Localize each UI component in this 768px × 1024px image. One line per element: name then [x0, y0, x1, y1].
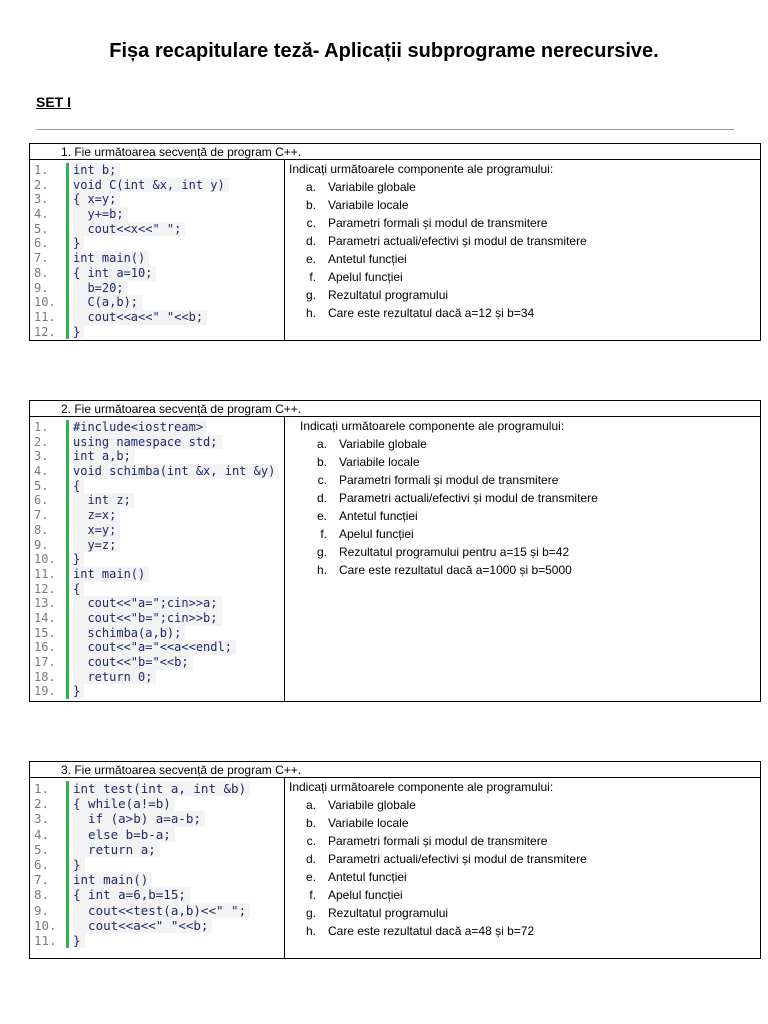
line-number: 5.	[34, 478, 49, 493]
code-line	[34, 781, 250, 796]
code-line	[34, 567, 279, 582]
item-letter: b.	[316, 455, 327, 469]
code-text: #include<iostream>	[73, 420, 207, 435]
line-number: 11.	[34, 309, 56, 324]
gutter-bar	[66, 222, 69, 237]
item-text: Variabile locale	[339, 455, 420, 469]
line-number: 14.	[34, 610, 56, 625]
code-line	[34, 933, 250, 948]
code-line	[34, 281, 229, 296]
item-text: Parametri formali și modul de transmitere	[328, 834, 548, 848]
question-block	[289, 161, 587, 322]
code-text: schimba(a,b);	[73, 626, 185, 641]
code-line	[34, 611, 279, 626]
code-line	[34, 842, 250, 857]
item-letter: e.	[305, 252, 316, 266]
code-text: y+=b;	[73, 207, 128, 222]
code-line	[34, 796, 250, 811]
question-list	[289, 178, 587, 322]
code-line	[34, 903, 250, 918]
line-number: 9.	[34, 280, 49, 295]
item-text: Antetul funcției	[328, 252, 407, 266]
item-letter: c.	[306, 834, 316, 848]
line-number: 7.	[34, 508, 49, 523]
item-letter: a.	[305, 798, 316, 812]
gutter-bar	[66, 420, 69, 435]
code-text: int main()	[73, 567, 149, 582]
question-item	[289, 286, 587, 304]
question-item	[289, 886, 587, 904]
item-letter: h.	[305, 306, 316, 320]
code-text: else b=b-a;	[73, 827, 175, 842]
code-line	[34, 918, 250, 933]
code-text: cout<<"b=";cin>>b;	[73, 611, 222, 626]
code-text: cout<<a<<" "<<b;	[73, 310, 207, 325]
code-text: { int a=6,b=15;	[73, 887, 190, 902]
question-item	[289, 868, 587, 886]
code-line	[34, 582, 279, 597]
code-text: { while(a!=b)	[73, 796, 175, 811]
code-line	[34, 626, 279, 641]
code-line	[34, 163, 229, 178]
line-number: 10.	[34, 552, 56, 567]
item-letter: d.	[316, 491, 327, 505]
code-text: if (a>b) a=a-b;	[73, 811, 205, 826]
exercise-header: 1. Fie următoarea secvență de program C++.	[30, 144, 760, 160]
gutter-bar	[66, 192, 69, 207]
line-number: 7.	[34, 251, 49, 266]
line-number: 1.	[34, 781, 50, 796]
gutter-bar	[66, 552, 69, 567]
code-line	[34, 266, 229, 281]
question-item	[289, 832, 587, 850]
item-text: Variabile locale	[328, 198, 409, 212]
gutter-bar	[66, 493, 69, 508]
code-line	[34, 596, 279, 611]
gutter-bar	[66, 670, 69, 685]
code-text: return a;	[73, 842, 160, 857]
gutter-bar	[66, 626, 69, 641]
exercise-body	[30, 778, 760, 958]
gutter-bar	[66, 236, 69, 251]
code-line	[34, 295, 229, 310]
code-line	[34, 640, 279, 655]
gutter-bar	[66, 163, 69, 178]
line-number: 8.	[34, 522, 49, 537]
item-letter: g.	[305, 906, 316, 920]
code-text: int main()	[73, 872, 152, 887]
gutter-bar	[66, 310, 69, 325]
line-number: 4.	[34, 826, 50, 842]
gutter-bar	[66, 479, 69, 494]
code-line	[34, 538, 279, 553]
item-text: Antetul funcției	[328, 870, 407, 884]
line-number: 3.	[34, 449, 49, 464]
item-text: Care este rezultatul dacă a=48 și b=72	[328, 924, 535, 938]
question-item	[289, 178, 587, 196]
line-number: 2.	[34, 177, 49, 192]
line-number: 6.	[34, 856, 50, 872]
gutter-bar	[66, 567, 69, 582]
question-item	[300, 507, 598, 525]
item-letter: h.	[316, 563, 327, 577]
code-text: cout<<"a=";cin>>a;	[73, 596, 222, 611]
code-text: {	[73, 479, 84, 494]
code-line	[34, 310, 229, 325]
question-lead: Indicați următoarele componente ale programului:	[300, 419, 565, 433]
exercise-header: 2. Fie următoarea secvență de program C++.	[30, 401, 760, 417]
item-letter: d.	[305, 852, 316, 866]
code-text: {	[73, 582, 84, 597]
item-letter: e.	[316, 509, 327, 523]
line-number: 3.	[34, 192, 49, 207]
exercise-body	[30, 160, 760, 340]
gutter-bar	[66, 464, 69, 479]
column-divider	[284, 417, 285, 701]
item-letter: f.	[309, 270, 316, 284]
item-text: Variabile locale	[328, 816, 409, 830]
question-item	[289, 304, 587, 322]
line-number: 9.	[34, 902, 50, 918]
code-listing	[34, 163, 229, 339]
code-text: using namespace std;	[73, 435, 222, 450]
code-line	[34, 449, 279, 464]
code-listing	[34, 420, 279, 699]
item-text: Parametri formali și modul de transmitere	[339, 473, 559, 487]
question-list	[289, 796, 587, 940]
line-number: 8.	[34, 887, 50, 903]
item-letter: b.	[305, 198, 316, 212]
gutter-bar	[66, 918, 69, 933]
code-text: }	[73, 857, 85, 872]
code-text: }	[73, 684, 84, 699]
code-text: b=20;	[73, 281, 128, 296]
question-item	[289, 922, 587, 940]
code-text: cout<<x<<" ";	[73, 222, 185, 237]
code-line	[34, 872, 250, 887]
gutter-bar	[66, 207, 69, 222]
gutter-bar	[66, 251, 69, 266]
code-text: int main()	[73, 251, 149, 266]
code-line	[34, 325, 229, 340]
code-line	[34, 464, 279, 479]
question-lead: Indicați următoarele componente ale programului:	[289, 162, 554, 176]
line-number: 6.	[34, 493, 49, 508]
gutter-bar	[66, 582, 69, 597]
question-list	[300, 435, 598, 579]
code-line	[34, 420, 279, 435]
question-item	[289, 214, 587, 232]
item-text: Parametri actuali/efectivi și modul de transmitere	[328, 852, 587, 866]
code-text: C(a,b);	[73, 295, 142, 310]
line-number: 1.	[34, 163, 49, 177]
question-lead: Indicați următoarele componente ale programului:	[289, 780, 554, 794]
line-number: 12.	[34, 324, 56, 339]
code-text: cout<<"b="<<b;	[73, 655, 193, 670]
item-letter: a.	[316, 437, 327, 451]
code-text: x=y;	[73, 523, 120, 538]
question-item	[289, 904, 587, 922]
question-item	[300, 525, 598, 543]
set-label: SET I	[36, 94, 72, 110]
question-item	[300, 453, 598, 471]
exercise-1	[29, 143, 761, 341]
item-letter: h.	[305, 924, 316, 938]
item-letter: g.	[305, 288, 316, 302]
exercise-3	[29, 761, 761, 959]
code-line	[34, 251, 229, 266]
gutter-bar	[66, 903, 69, 918]
line-number: 15.	[34, 625, 56, 640]
code-line	[34, 479, 279, 494]
line-number: 10.	[34, 917, 57, 933]
item-letter: f.	[320, 527, 327, 541]
item-letter: d.	[305, 234, 316, 248]
code-line	[34, 857, 250, 872]
code-line	[34, 435, 279, 450]
code-line	[34, 192, 229, 207]
exercise-body	[30, 417, 760, 701]
line-number: 9.	[34, 537, 49, 552]
item-text: Rezultatul programului	[328, 288, 449, 302]
gutter-bar	[66, 781, 69, 796]
question-item	[300, 543, 598, 561]
gutter-bar	[66, 266, 69, 281]
gutter-bar	[66, 325, 69, 340]
gutter-bar	[66, 538, 69, 553]
code-line	[34, 493, 279, 508]
item-text: Variabile globale	[328, 180, 416, 194]
gutter-bar	[66, 684, 69, 699]
line-number: 5.	[34, 841, 50, 857]
item-text: Care este rezultatul dacă a=12 și b=34	[328, 306, 535, 320]
line-number: 18.	[34, 669, 56, 684]
page-title: Fișa recapitulare teză- Aplicații subprograme nerecursive.	[109, 40, 659, 62]
item-letter: f.	[309, 888, 316, 902]
question-item	[300, 489, 598, 507]
line-number: 16.	[34, 640, 56, 655]
gutter-bar	[66, 655, 69, 670]
code-text: { x=y;	[73, 192, 120, 207]
gutter-bar	[66, 857, 69, 872]
code-line	[34, 670, 279, 685]
line-number: 19.	[34, 684, 56, 699]
code-listing	[34, 781, 250, 948]
item-text: Antetul funcției	[339, 509, 418, 523]
item-text: Rezultatul programului pentru a=15 și b=42	[339, 545, 570, 559]
code-text: int z;	[73, 493, 135, 508]
question-item	[289, 268, 587, 286]
gutter-bar	[66, 872, 69, 887]
line-number: 17.	[34, 655, 56, 669]
code-line	[34, 222, 229, 237]
code-line	[34, 236, 229, 251]
item-letter: c.	[306, 216, 316, 230]
line-number: 2.	[34, 796, 50, 812]
gutter-bar	[66, 811, 69, 826]
code-line	[34, 827, 250, 842]
line-number: 6.	[34, 236, 49, 251]
line-number: 4.	[34, 207, 49, 222]
code-line	[34, 523, 279, 538]
gutter-bar	[66, 596, 69, 611]
code-text: }	[73, 236, 84, 251]
code-line	[34, 684, 279, 699]
code-text: int b;	[73, 163, 120, 178]
item-letter: a.	[305, 180, 316, 194]
item-letter: b.	[305, 816, 316, 830]
code-line	[34, 887, 250, 902]
gutter-bar	[66, 449, 69, 464]
code-line	[34, 178, 229, 193]
item-text: Parametri actuali/efectivi și modul de transmitere	[339, 491, 598, 505]
code-line	[34, 811, 250, 826]
question-item	[289, 196, 587, 214]
item-text: Apelul funcției	[339, 527, 414, 541]
line-number: 10.	[34, 295, 56, 310]
question-block	[300, 418, 598, 579]
gutter-bar	[66, 281, 69, 296]
code-text: void schimba(int &x, int &y)	[73, 464, 279, 479]
column-divider	[284, 160, 285, 340]
item-text: Rezultatul programului	[328, 906, 449, 920]
code-text: z=x;	[73, 508, 120, 523]
code-line	[34, 552, 279, 567]
question-item	[300, 435, 598, 453]
code-text: cout<<a<<" "<<b;	[73, 918, 212, 933]
code-line	[34, 207, 229, 222]
code-text: { int a=10;	[73, 266, 156, 281]
question-item	[300, 561, 598, 579]
gutter-bar	[66, 178, 69, 193]
item-text: Variabile globale	[339, 437, 427, 451]
item-text: Variabile globale	[328, 798, 416, 812]
gutter-bar	[66, 933, 69, 948]
gutter-bar	[66, 842, 69, 857]
gutter-bar	[66, 295, 69, 310]
line-number: 1.	[34, 420, 49, 434]
line-number: 2.	[34, 434, 49, 449]
code-text: int a,b;	[73, 449, 135, 464]
gutter-bar	[66, 827, 69, 842]
exercise-header: 3. Fie următoarea secvență de program C++.	[30, 762, 760, 778]
line-number: 11.	[34, 566, 56, 581]
horizontal-rule	[36, 129, 734, 130]
column-divider	[284, 778, 285, 958]
code-text: int test(int a, int &b)	[73, 781, 250, 796]
line-number: 7.	[34, 872, 50, 888]
item-text: Parametri actuali/efectivi și modul de transmitere	[328, 234, 587, 248]
item-text: Apelul funcției	[328, 270, 403, 284]
code-text: y=z;	[73, 538, 120, 553]
code-text: cout<<test(a,b)<<" ";	[73, 903, 250, 918]
line-number: 8.	[34, 265, 49, 280]
code-text: cout<<"a="<<a<<endl;	[73, 640, 236, 655]
code-text: }	[73, 933, 85, 948]
item-text: Care este rezultatul dacă a=1000 și b=5000	[339, 563, 572, 577]
gutter-bar	[66, 523, 69, 538]
line-number: 11.	[34, 932, 57, 948]
line-number: 12.	[34, 581, 56, 596]
code-text: }	[73, 552, 84, 567]
line-number: 3.	[34, 811, 50, 827]
question-item	[289, 250, 587, 268]
exercise-2	[29, 400, 761, 702]
item-text: Apelul funcției	[328, 888, 403, 902]
question-item	[289, 232, 587, 250]
question-item	[289, 814, 587, 832]
code-text: void C(int &x, int y)	[73, 178, 229, 193]
question-item	[289, 850, 587, 868]
gutter-bar	[66, 508, 69, 523]
line-number: 13.	[34, 596, 56, 611]
code-line	[34, 655, 279, 670]
item-text: Parametri formali și modul de transmitere	[328, 216, 548, 230]
code-line	[34, 508, 279, 523]
item-letter: g.	[316, 545, 327, 559]
item-letter: c.	[317, 473, 327, 487]
question-item	[289, 796, 587, 814]
item-letter: e.	[305, 870, 316, 884]
gutter-bar	[66, 887, 69, 902]
gutter-bar	[66, 796, 69, 811]
line-number: 5.	[34, 221, 49, 236]
gutter-bar	[66, 435, 69, 450]
line-number: 4.	[34, 464, 49, 479]
code-text: }	[73, 325, 84, 340]
question-item	[300, 471, 598, 489]
gutter-bar	[66, 611, 69, 626]
question-block	[289, 779, 587, 940]
code-text: return 0;	[73, 670, 156, 685]
gutter-bar	[66, 640, 69, 655]
